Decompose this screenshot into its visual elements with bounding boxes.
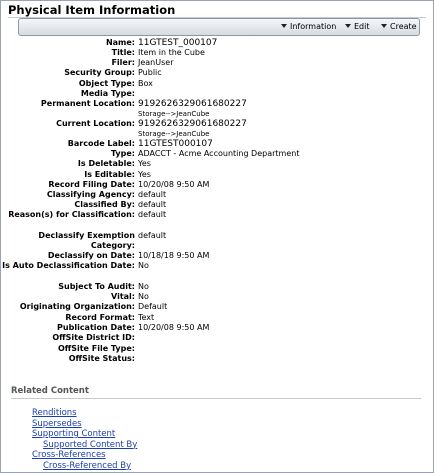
field-label: Classified By:	[74, 200, 135, 209]
field-label: Record Filing Date:	[48, 180, 135, 189]
field-label: Classifying Agency:	[46, 190, 135, 199]
field-value	[138, 170, 428, 180]
field-label: Record Format:	[65, 313, 135, 322]
information-menu-button[interactable]	[281, 20, 336, 34]
field-value	[138, 159, 428, 169]
field-value-text: Item in the Cube	[138, 48, 205, 57]
create-menu-button[interactable]	[381, 20, 417, 34]
field-value-text: 10/20/08 9:50 AM	[138, 180, 210, 189]
field-value	[138, 119, 428, 139]
field-value-text: default	[138, 200, 167, 209]
field-label: Permanent Location:	[40, 99, 135, 108]
field-value	[138, 68, 428, 78]
field-value	[138, 180, 428, 190]
field-value-text: Yes	[138, 170, 151, 179]
field-value-text: No	[138, 261, 149, 270]
field-value	[138, 302, 428, 312]
field-value	[138, 313, 428, 323]
field-value	[138, 58, 428, 68]
related-link-supporting-content[interactable]: Supporting Content	[32, 429, 116, 439]
field-value-text: 11GTEST000107	[138, 139, 213, 149]
related-content-heading: Related Content	[11, 386, 89, 396]
edit-menu-label: Edit	[354, 22, 370, 31]
field-value-text: 10/18/18 9:50 AM	[138, 251, 210, 260]
field-label: Name:	[105, 38, 135, 47]
field-label: Vital:	[111, 292, 135, 301]
field-value	[138, 139, 428, 149]
field-value	[138, 79, 428, 89]
field-value-text: No	[138, 292, 149, 301]
field-label: Is Auto Declassification Date:	[2, 261, 135, 270]
field-label: Publication Date:	[57, 323, 135, 332]
action-toolbar	[18, 18, 420, 36]
field-label: Declassify on Date:	[47, 251, 135, 260]
location-path: Storage-->JeanCube	[138, 130, 210, 138]
field-label: Is Deletable:	[77, 159, 135, 168]
field-value-text: Yes	[138, 159, 151, 168]
field-value	[138, 251, 428, 261]
field-value	[138, 38, 428, 48]
related-link-cross-references[interactable]: Cross-References	[32, 450, 106, 460]
field-label: Security Group:	[64, 68, 135, 77]
field-label: OffSite File Type:	[57, 344, 135, 353]
page-title: Physical Item Information	[8, 3, 176, 17]
field-value-text: Box	[138, 79, 153, 88]
edit-menu-button[interactable]	[345, 20, 370, 34]
chevron-down-icon	[345, 24, 351, 28]
field-value-text: Public	[138, 68, 162, 77]
field-value	[138, 99, 428, 119]
field-value	[138, 210, 428, 220]
field-value-text: default	[138, 190, 167, 199]
field-value	[138, 231, 428, 241]
related-content-links	[32, 408, 137, 471]
field-label: Originating Organization:	[19, 302, 135, 311]
field-value	[138, 323, 428, 333]
field-value-text: ADACCT - Acme Accounting Department	[138, 149, 300, 158]
create-menu-label: Create	[390, 22, 417, 31]
chevron-down-icon	[281, 24, 287, 28]
field-value-text: Default	[138, 302, 168, 311]
field-label: Reason(s) for Classification:	[8, 210, 135, 219]
field-label: Filer:	[111, 58, 135, 67]
field-value	[138, 292, 428, 302]
chevron-down-icon	[381, 24, 387, 28]
field-label: OffSite District ID:	[52, 333, 135, 342]
field-label: Declassify Exemption Category:	[38, 231, 135, 250]
field-label: OffSite Status:	[68, 354, 135, 363]
field-value	[138, 48, 428, 58]
field-value-text: 9192626329061680227	[138, 99, 247, 109]
field-value-text: 11GTEST_000107	[138, 38, 218, 48]
information-menu-label: Information	[290, 22, 337, 31]
field-value	[138, 149, 428, 159]
field-label: Title:	[111, 48, 135, 57]
field-value	[138, 190, 428, 200]
field-value	[138, 282, 428, 292]
location-path: Storage-->JeanCube	[138, 110, 210, 118]
field-label: Subject To Audit:	[58, 282, 135, 291]
related-link-cross-referenced-by[interactable]: Cross-Referenced By	[43, 460, 132, 471]
field-label: Object Type:	[78, 79, 135, 88]
field-label: Media Type:	[80, 89, 135, 98]
field-value	[138, 200, 428, 210]
field-value-text: No	[138, 282, 149, 291]
field-value-text: default	[138, 210, 167, 219]
field-value-text: Text	[138, 313, 155, 322]
related-link-supersedes[interactable]: Supersedes	[32, 418, 82, 429]
field-value-text: default	[138, 231, 167, 240]
related-content-divider	[11, 398, 421, 399]
field-label: Is Editable:	[84, 170, 135, 179]
field-label: Type:	[110, 149, 135, 158]
field-value-text: 9192626329061680227	[138, 119, 247, 129]
field-label: Barcode Label:	[67, 139, 135, 148]
related-link-supported-content-by[interactable]: Supported Content By	[43, 439, 138, 450]
field-value-text: 10/20/08 9:50 AM	[138, 323, 210, 332]
field-label: Current Location:	[56, 119, 135, 128]
field-value-text: JeanUser	[138, 58, 174, 67]
related-link-renditions[interactable]: Renditions	[32, 408, 77, 418]
field-value	[138, 261, 428, 271]
